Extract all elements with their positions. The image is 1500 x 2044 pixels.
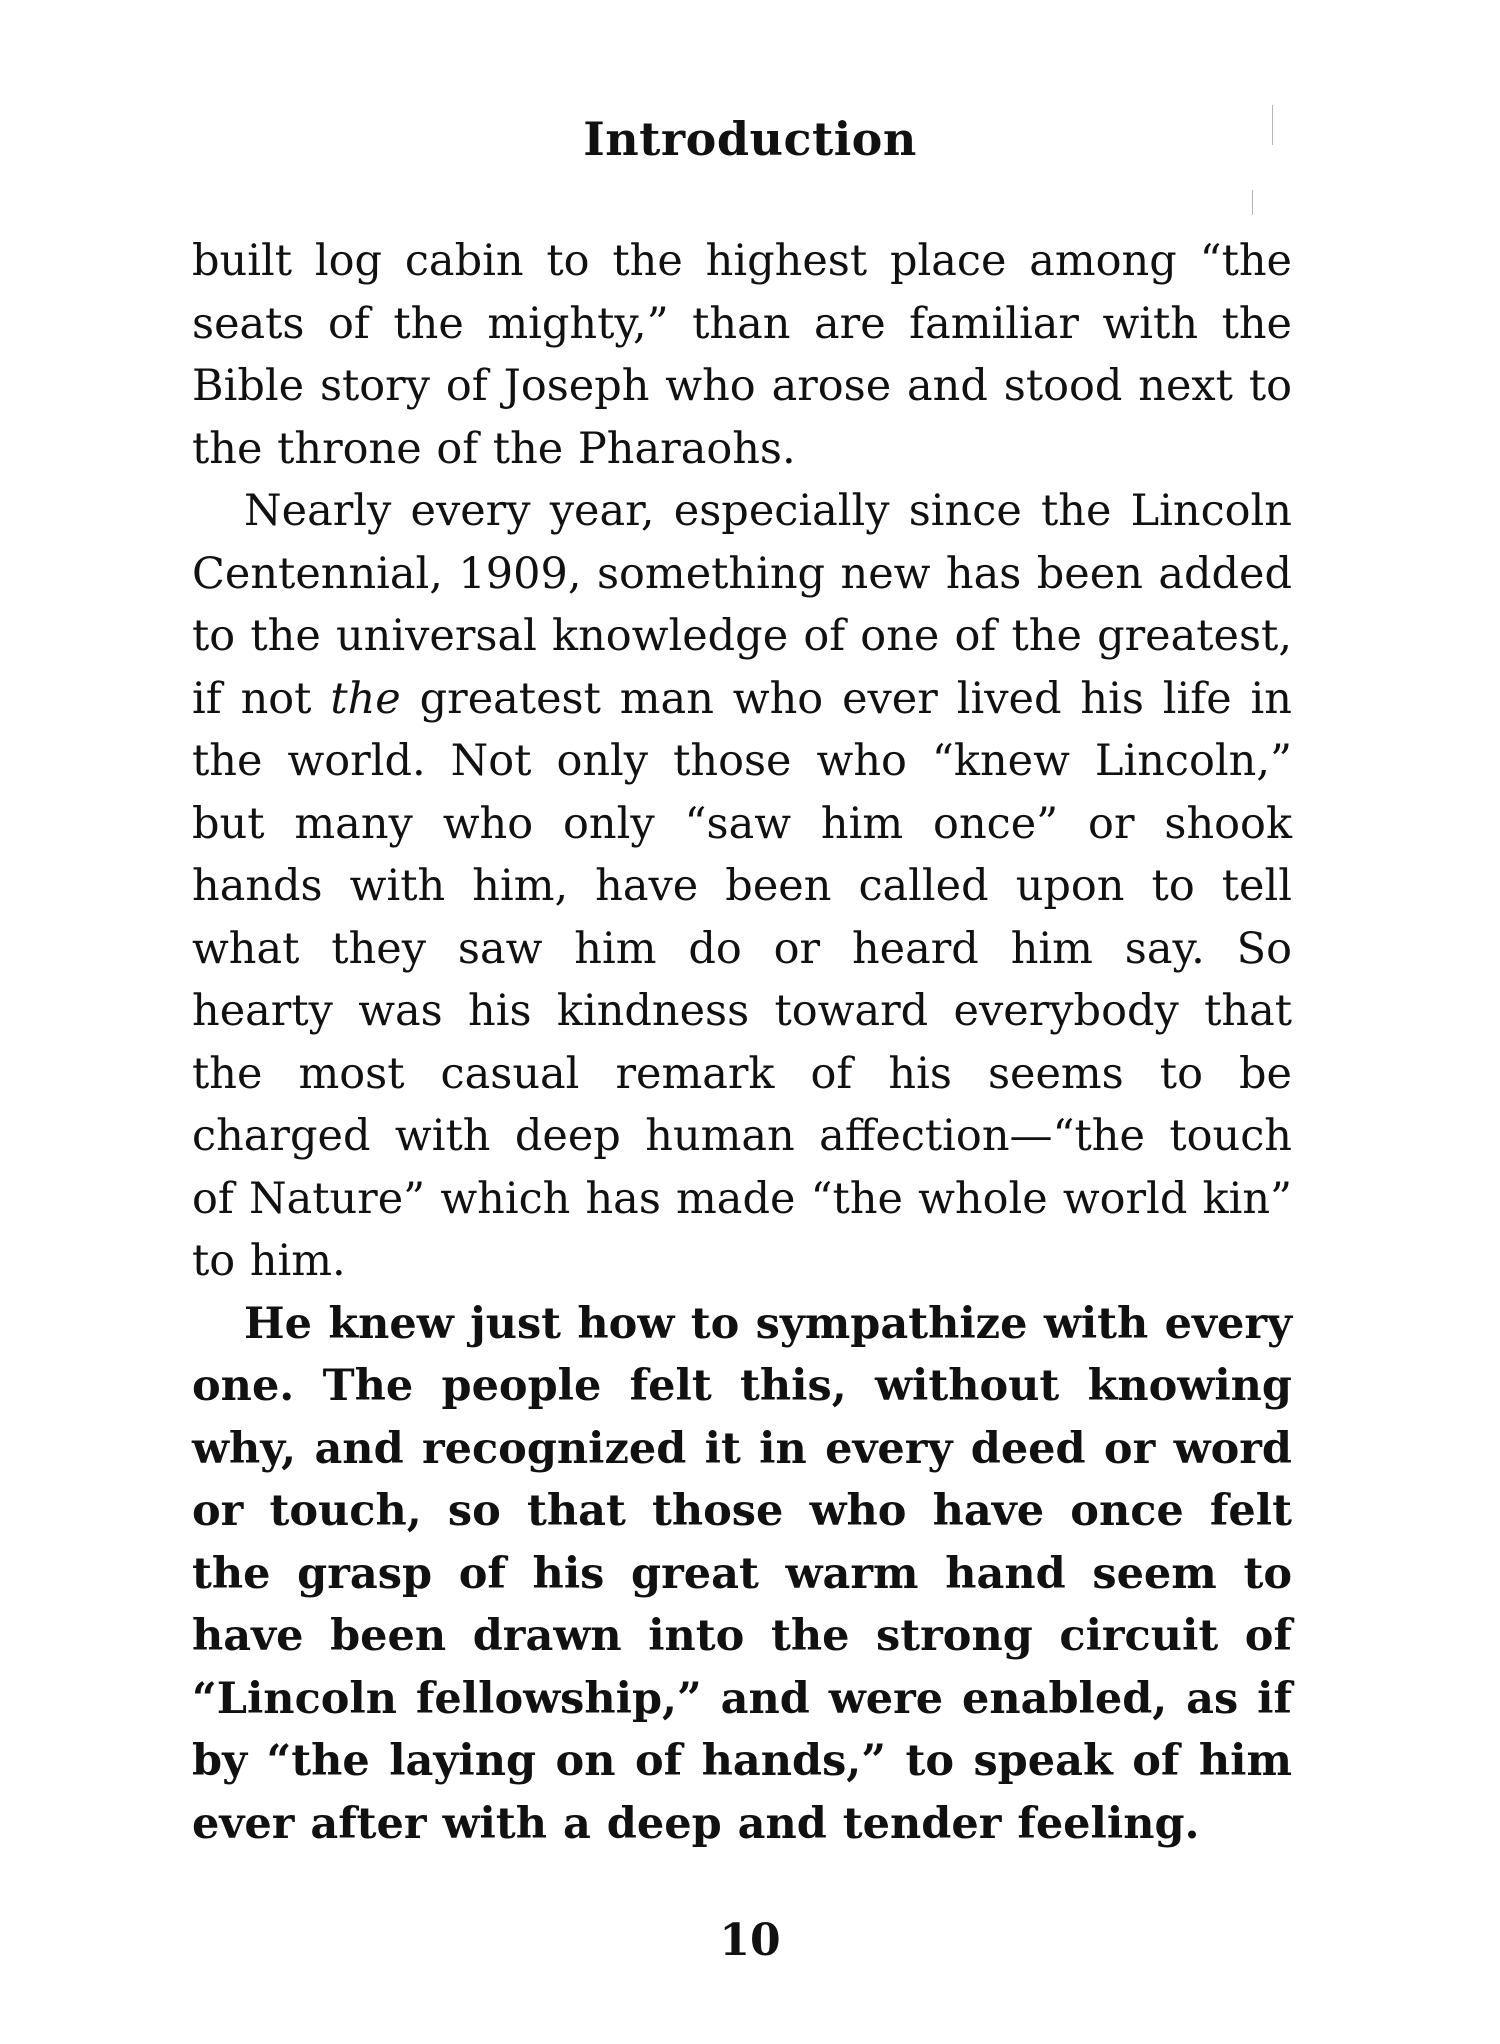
paragraph-2-part-2: greatest man who ever lived his life in the world. Not only those who “knew Lincoln,” but many who only “saw him once” or shook hands with him, have been called upon to tell what they saw him do or heard him say. So hearty was his kindness toward everybody that the most casual remark of his seems to be charged with deep human affection—“the touch of Nature” which has made “the whole world kin” to him. [192,673,1292,1286]
page-number: 10 [719,1915,781,1966]
body-text [192,230,1292,1855]
running-head: Introduction [583,112,917,166]
emphasis-the: the [330,673,401,724]
scan-mark [1252,190,1253,215]
paragraph-3: He knew just how to sympathize with every one. The people felt this, without knowing why, and recognized it in every deed or word or touch, so that those who have once felt the grasp of his great warm hand seem to have been drawn into the strong circuit of “Lincoln fellowship,” and were enabled, as if by “the laying on of hands,” to speak of him ever after with a deep and tender feeling. [192,1298,1292,1849]
scan-mark [1272,105,1273,145]
paragraph-2 [192,480,1292,1293]
paragraph-1: built log cabin to the highest place among “the seats of the mighty,” than are familiar with the Bible story of Joseph who arose and stood next to the throne of the Pharaohs. [192,236,1292,474]
paragraph-2-part-1: Nearly every year, especially since the Lincoln Centennial, 1909, something new has been added to the universal knowledge of one of the greatest, if not [192,486,1292,724]
